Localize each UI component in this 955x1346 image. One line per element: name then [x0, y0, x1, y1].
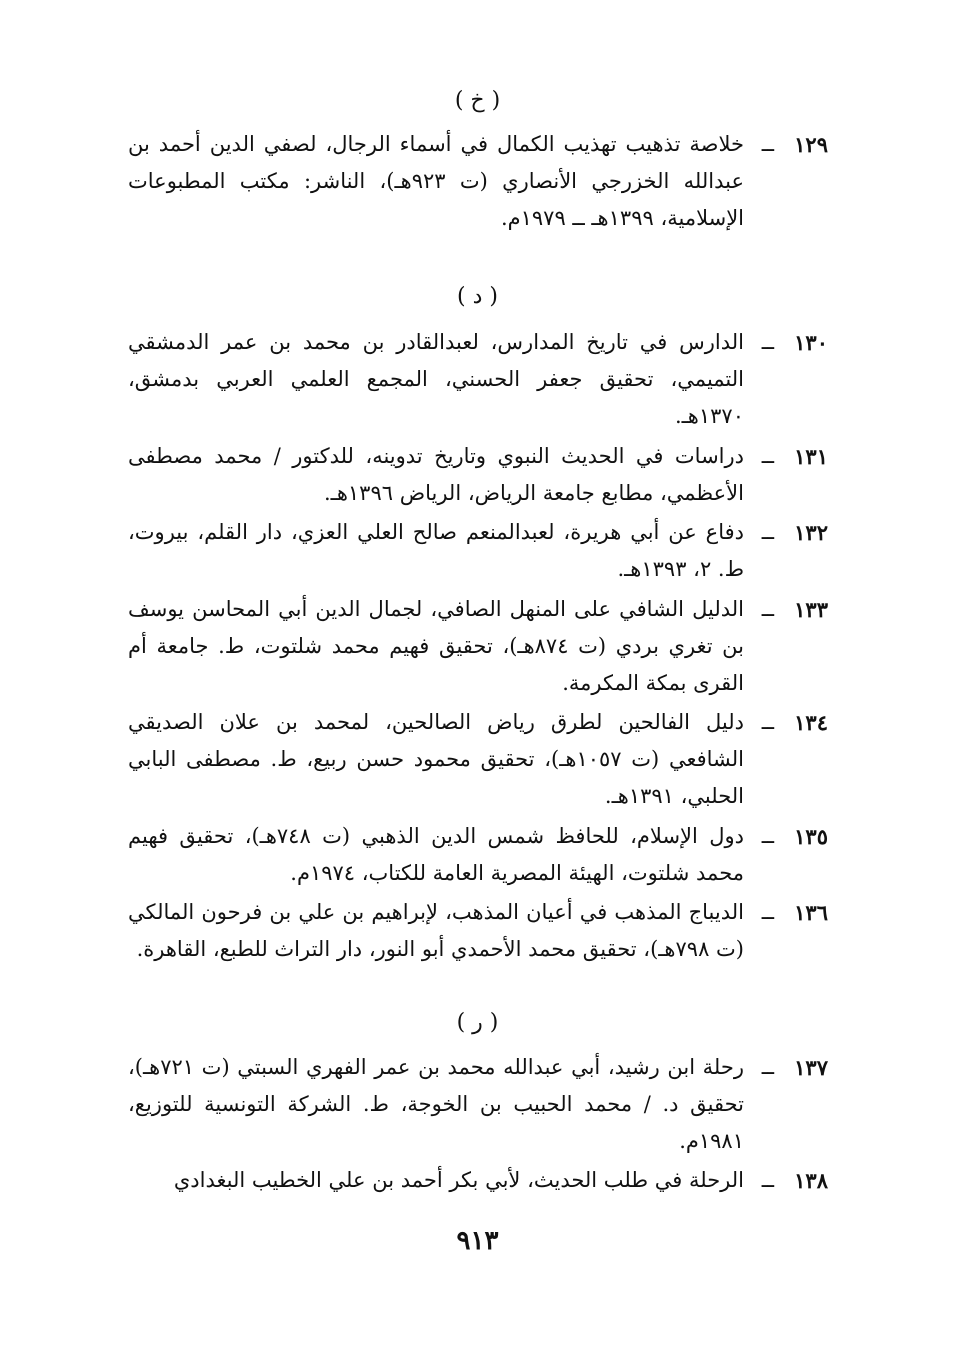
- bibliography-entry-132: [128, 514, 828, 588]
- entry-text: الرحلة في طلب الحديث، لأبي بكر أحمد بن علي الخطيب البغدادي: [173, 1168, 744, 1192]
- entry-dash: ــ: [761, 132, 774, 156]
- entry-text: دفاع عن أبي هريرة، لعبدالمنعم صالح العلي العزي، دار القلم، بيروت، ط. ٢، ١٣٩٣هـ.: [128, 520, 744, 581]
- bibliography-entry-136: [128, 894, 828, 968]
- section-heading-kha: ( خ ): [454, 88, 501, 113]
- entry-dash: ــ: [761, 1168, 774, 1192]
- entry-dash: ــ: [761, 330, 774, 354]
- entry-text: دليل الفالحين لطرق رياض الصالحين، لمحمد بن علان الصديقي الشافعي (ت ١٠٥٧هـ)، تحقيق محمود حسن ربيع، ط. مصطفى البابي الحلبي، ١٣٩١هـ.: [128, 710, 744, 808]
- entry-number: ١٣٥: [794, 824, 828, 849]
- entry-text: دراسات في الحديث النبوي وتاريخ تدوينه، للدكتور / محمد مصطفى الأعظمي، مطابع جامعة الرياض، الرياض ١٣٩٦هـ.: [128, 444, 744, 505]
- bibliography-entry-135: [128, 818, 828, 892]
- entry-number: ١٢٩: [794, 132, 828, 157]
- entry-dash: ــ: [761, 520, 774, 544]
- entry-number: ١٣٤: [794, 710, 828, 735]
- section-heading-dal: ( د ): [457, 284, 498, 309]
- entry-dash: ــ: [761, 824, 774, 848]
- bibliography-entry-129: [128, 126, 828, 237]
- entry-dash: ــ: [761, 900, 774, 924]
- entry-text: رحلة ابن رشيد، أبي عبدالله محمد بن عمر الفهري السبتي (ت ٧٢١هـ)، تحقيق د. / محمد الحبيب بن الخوجة، ط. الشركة التونسية للتوزيع، ١٩٨١م.: [128, 1055, 744, 1153]
- entry-number: ١٣٢: [794, 520, 828, 545]
- bibliography-entry-137: [128, 1049, 828, 1160]
- entry-dash: ــ: [761, 1055, 774, 1079]
- entry-text: خلاصة تذهيب تهذيب الكمال في أسماء الرجال، لصفي الدين أحمد بن عبدالله الخزرجي الأنصاري (ت ٩٢٣هـ)، الناشر: مكتب المطبوعات الإسلامية، ١٣٩٩هـ ــ ١٩٧٩م.: [128, 132, 744, 230]
- entry-number: ١٣٠: [794, 330, 828, 355]
- entry-text: دول الإسلام، للحافظ شمس الدين الذهبي (ت ٧٤٨هـ)، تحقيق فهيم محمد شلتوت، الهيئة المصرية العامة للكتاب، ١٩٧٤م.: [128, 824, 745, 885]
- entry-text: الديباج المذهب في أعيان المذهب، لإبراهيم بن علي بن فرحون المالكي (ت ٧٩٨هـ)، تحقيق محمد الأحمدي أبو النور، دار التراث للطبع، القاهرة.: [128, 900, 744, 961]
- entry-number: ١٣٣: [794, 597, 828, 622]
- entry-text: الدارس في تاريخ المدارس، لعبدالقادر بن محمد بن عمر الدمشقي التميمي، تحقيق جعفر الحسني، المجمع العلمي العربي بدمشق، ١٣٧٠هـ.: [128, 330, 744, 428]
- entry-dash: ــ: [761, 710, 774, 734]
- entry-number: ١٣٧: [794, 1055, 828, 1080]
- bibliography-entry-138: [128, 1162, 828, 1199]
- entry-dash: ــ: [761, 444, 774, 468]
- entry-text: الدليل الشافي على المنهل الصافي، لجمال الدين أبي المحاسن يوسف بن تغري بردي (ت ٨٧٤هـ)، تحقيق فهيم محمد شلتوت، ط. جامعة أم القرى بمكة المكرمة.: [128, 597, 744, 695]
- bibliography-entry-131: [128, 438, 828, 512]
- bibliography-entry-134: [128, 704, 828, 815]
- page-number: ٩١٣: [456, 1226, 499, 1256]
- entry-number: ١٣٨: [794, 1168, 828, 1193]
- bibliography-entry-130: [128, 324, 828, 435]
- entry-dash: ــ: [761, 597, 774, 621]
- entry-number: ١٣٦: [794, 900, 828, 925]
- entry-number: ١٣١: [794, 444, 828, 469]
- bibliography-entry-133: [128, 591, 828, 702]
- section-heading-ra: ( ر ): [456, 1010, 499, 1035]
